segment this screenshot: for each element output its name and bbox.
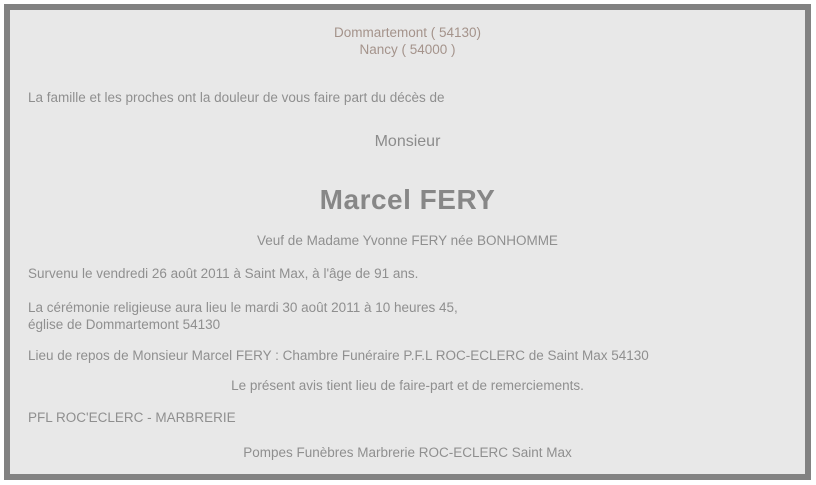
death-notice-frame [4, 4, 811, 480]
ceremony-block [28, 299, 787, 333]
ceremony-line-2: église de Dommartemont 54130 [28, 317, 221, 332]
repose-text: Lieu de repos de Monsieur Marcel FERY : Chambre Funéraire P.F.L ROC-ECLERC de Saint Max 54130 [28, 348, 649, 363]
funeral-home-text: PFL ROC'ECLERC - MARBRERIE [28, 410, 236, 425]
relation-text: Veuf de Madame Yvonne FERY née BONHOMME [257, 233, 558, 248]
ceremony-line-1: La cérémonie religieuse aura lieu le mardi 30 août 2011 à 10 heures 45, [28, 300, 458, 315]
signature-text: Pompes Funèbres Marbrerie ROC-ECLERC Saint Max [243, 445, 572, 460]
deceased-name: Marcel FERY [319, 184, 496, 215]
civility-text: Monsieur [374, 133, 441, 150]
location-line-1: Dommartemont ( 54130) [333, 25, 482, 40]
death-info-text: Survenu le vendredi 26 août 2011 à Saint Max, à l'âge de 91 ans. [28, 266, 419, 281]
locations-block [28, 24, 787, 58]
closing-text: Le présent avis tient lieu de faire-part et de remerciements. [231, 378, 584, 393]
location-line-2: Nancy ( 54000 ) [359, 42, 456, 57]
intro-text: La famille et les proches ont la douleur de vous faire part du décès de [28, 90, 445, 105]
